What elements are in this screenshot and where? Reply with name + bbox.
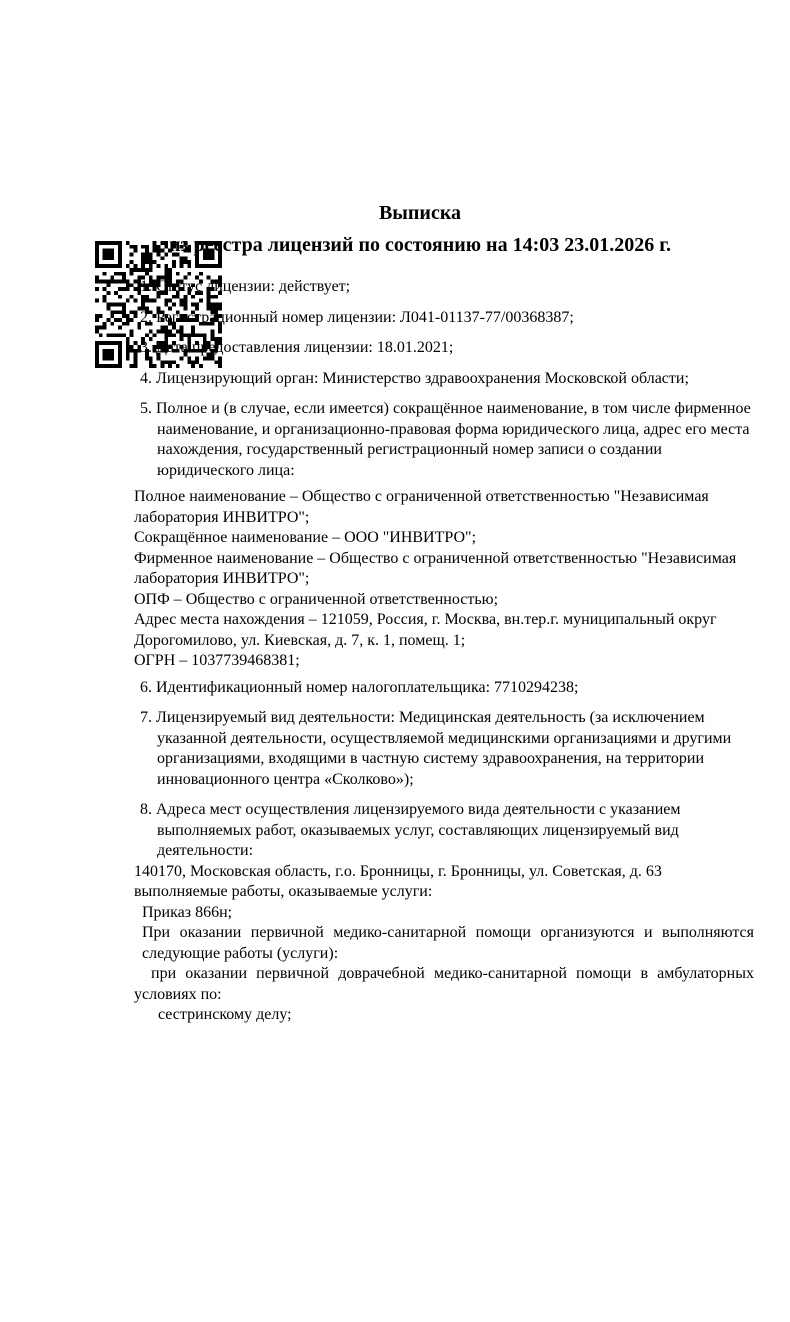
text-line: Приказ 866н; — [142, 903, 233, 921]
text-line: Фирменное наименование – Общество с ограниченной ответственностью "Независимая — [134, 549, 737, 567]
paragraph — [134, 338, 754, 359]
paragraph — [134, 277, 754, 298]
text-line: 140170, Московская область, г.о. Бронницы, г. Бронницы, ул. Советская, д. 63 — [134, 862, 662, 880]
page-subtitle: из реестра лицензий по состоянию на 14:03 23.01.2026 г. — [168, 234, 672, 256]
text-line: 5. Полное и (в случае, если имеется) сокращённое наименование, в том числе фирменное — [140, 400, 751, 417]
text-line: При оказании первичной медико-санитарной помощи организуются и выполняются — [142, 924, 754, 941]
text-line: организациями, входящими в частную систему здравоохранения, на территории — [157, 750, 705, 767]
text-line: лаборатория ИНВИТРО"; — [134, 570, 310, 587]
text-line: Полное наименование – Общество с ограниченной ответственностью "Независимая — [134, 488, 709, 505]
text-line: сестринскому делу; — [158, 1006, 292, 1023]
text-line: при оказании первичной доврачебной медико-санитарной помощи в амбулаторных — [151, 965, 754, 982]
paragraph — [134, 708, 754, 790]
text-line: юридического лица: — [157, 461, 295, 479]
paragraph — [134, 308, 754, 329]
text-line: 3. Дата предоставления лицензии: 18.01.2021; — [140, 339, 454, 356]
text-line: Сокращённое наименование – ООО "ИНВИТРО"; — [134, 529, 477, 546]
text-line: 1. Статус лицензии: действует; — [140, 278, 351, 295]
text-line: 8. Адреса мест осуществления лицензируемого вида деятельности с указанием — [140, 801, 681, 818]
text-line: наименование, и организационно-правовая форма юридического лица, адрес его места — [157, 420, 750, 438]
paragraph — [134, 862, 754, 1026]
text-line: Дорогомилово, ул. Киевская, д. 7, к. 1, помещ. 1; — [134, 631, 466, 649]
paragraph — [134, 678, 754, 699]
paragraph — [134, 800, 754, 862]
paragraph — [134, 487, 754, 672]
text-line: ОПФ – Общество с ограниченной ответственностью; — [134, 590, 499, 608]
text-line: 4. Лицензирующий орган: Министерство здравоохранения Московской области; — [140, 369, 689, 387]
text-line: деятельности: — [157, 842, 254, 859]
text-line: 2. Регистрационный номер лицензии: Л041-01137-77/00368387; — [140, 308, 574, 326]
text-line: нахождения, государственный регистрационный номер записи о создании — [157, 441, 662, 458]
document-body — [134, 277, 754, 1026]
text-line: лаборатория ИНВИТРО"; — [134, 508, 310, 526]
paragraph — [134, 399, 754, 481]
text-line: указанной деятельности, осуществляемой медицинскими организациями и другими — [157, 729, 732, 747]
text-line: выполняемых работ, оказываемых услуг, составляющих лицензируемый вид — [157, 821, 679, 839]
paragraph — [134, 369, 754, 390]
text-line: ОГРН – 1037739468381; — [134, 652, 300, 669]
text-line: Адрес места нахождения – 121059, Россия, г. Москва, вн.тер.г. муниципальный округ — [134, 611, 717, 628]
text-line: инновационного центра «Сколково»); — [157, 770, 414, 788]
text-line: 7. Лицензируемый вид деятельности: Медицинская деятельность (за исключением — [140, 709, 705, 726]
text-line: следующие работы (услуги): — [142, 944, 339, 962]
text-line: условиях по: — [134, 985, 222, 1003]
text-line: выполняемые работы, оказываемые услуги: — [134, 883, 433, 900]
page-title: Выписка — [378, 202, 462, 224]
text-line: 6. Идентификационный номер налогоплательщика: 7710294238; — [140, 678, 579, 696]
license-extract-page — [0, 201, 790, 1026]
